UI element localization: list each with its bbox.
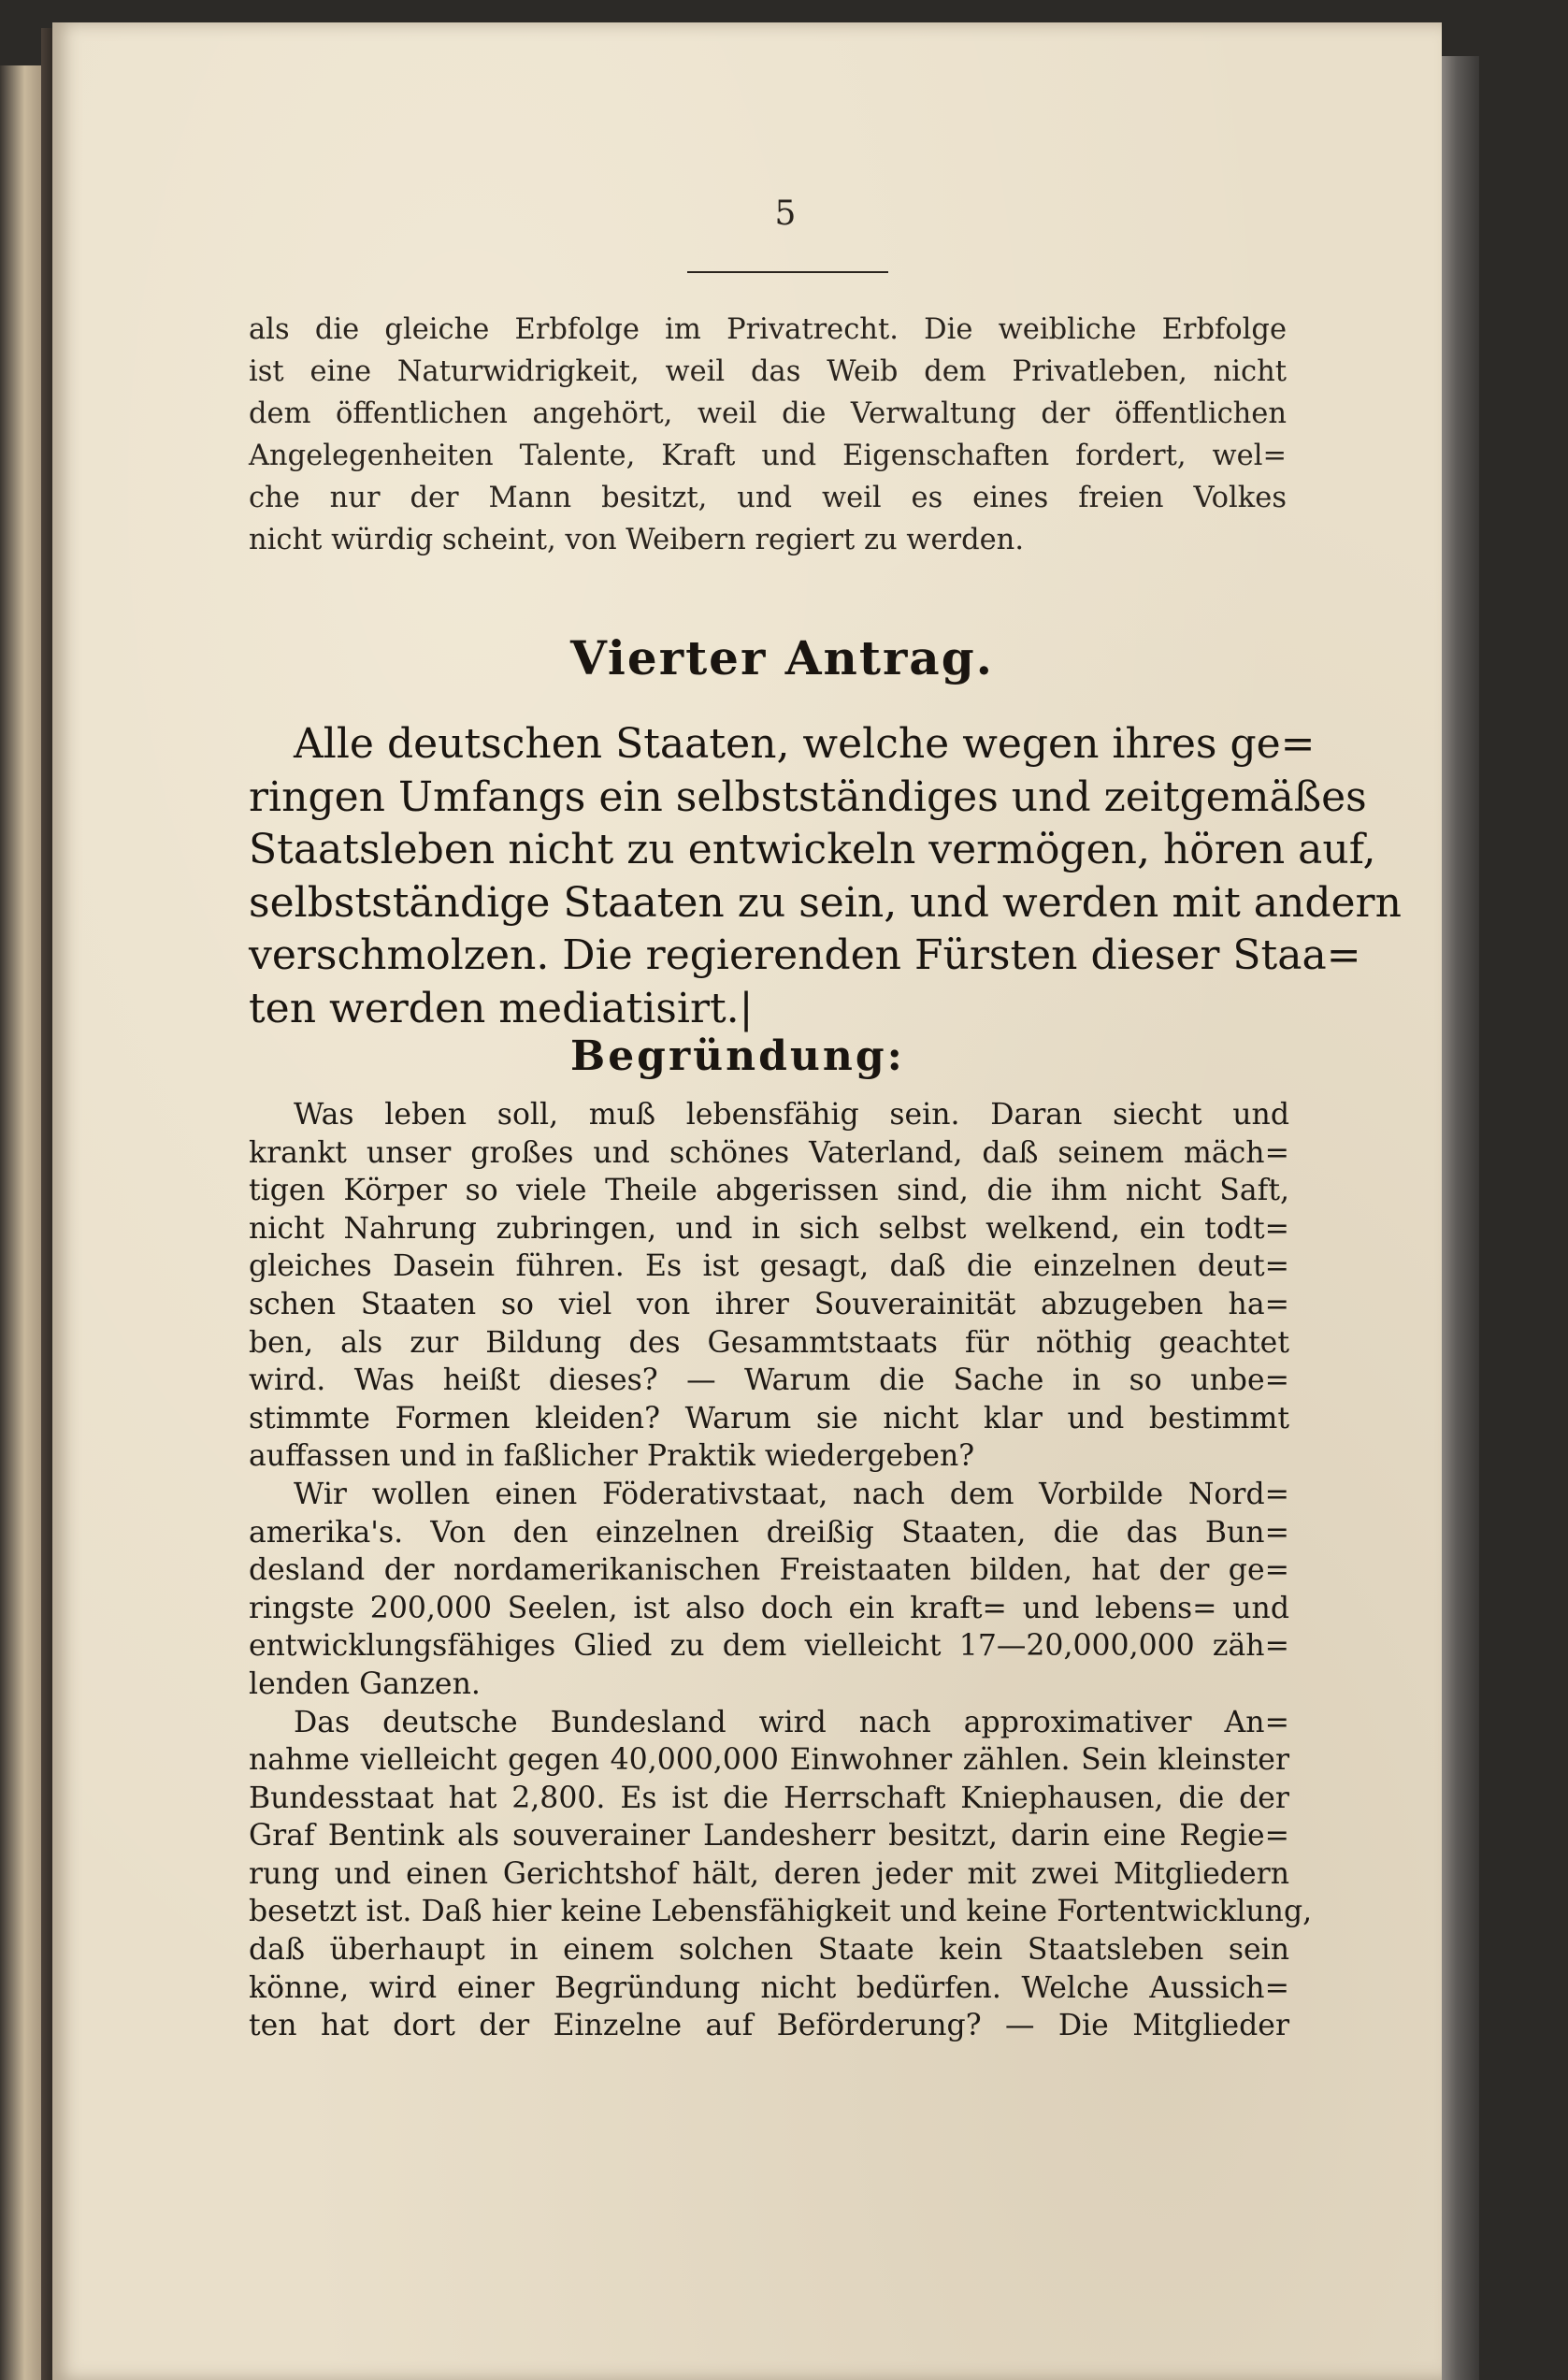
text-line: wird. Was heißt dieses? — Warum die Sache in so unbe= [249,1363,1289,1398]
text-line: desland der nordamerikanischen Freistaaten bilden, hat der ge= [249,1553,1289,1588]
header-rule [687,271,888,273]
text-line: Graf Bentink als souverainer Landesherr besitzt, darin eine Regie= [249,1819,1289,1854]
text-line: Staatsleben nicht zu entwickeln vermögen, hören auf, [249,826,1376,873]
text-line: krankt unser großes und schönes Vaterland, daß seinem mäch= [249,1135,1289,1170]
text-line: che nur der Mann besitzt, und weil es eines freien Volkes [249,482,1287,514]
text-line: nahme vielleicht gegen 40,000,000 Einwohner zählen. Sein kleinster [249,1743,1289,1778]
text-line: Das deutsche Bundesland wird nach approximativer An= [294,1705,1289,1739]
text-line: nicht würdig scheint, von Weibern regiert zu werden. [249,524,1025,556]
text-line: nicht Nahrung zubringen, und in sich selbst welkend, ein todt= [249,1211,1289,1246]
text-line: Alle deutschen Staaten, welche wegen ihres ge= [294,720,1316,768]
text-line: verschmolzen. Die regierenden Fürsten dieser Staa= [249,931,1361,979]
text-line: Angelegenheiten Talente, Kraft und Eigenschaften fordert, wel= [249,440,1287,472]
text-line: ringste 200,000 Seelen, ist also doch ein kraft= und lebens= und [249,1591,1289,1625]
text-line: schen Staaten so viel von ihrer Souverainität abzugeben ha= [249,1287,1289,1321]
text-line: könne, wird einer Begründung nicht bedürfen. Welche Aussich= [249,1970,1289,2005]
text-line: selbstständige Staaten zu sein, und werden mit andern [249,878,1402,927]
section-heading: Vierter Antrag. [570,630,995,685]
text-line: ben, als zur Bildung des Gesammtstaats für nöthig geachtet [249,1325,1289,1360]
text-line: daß überhaupt in einem solchen Staate kein Staatsleben sein [249,1933,1289,1968]
text-line: dem öffentlichen angehört, weil die Verwaltung der öffentlichen [249,397,1287,430]
text-line: Was leben soll, muß lebensfähig sein. Daran siecht und [294,1098,1289,1132]
text-line: ringen Umfangs ein selbstständiges und zeitgemäßes [249,772,1367,821]
text-line: Bundesstaat hat 2,800. Es ist die Herrschaft Kniephausen, die der [249,1781,1289,1815]
page-number: 5 [774,195,797,233]
text-line: amerika's. Von den einzelnen dreißig Staaten, die das Bun= [249,1515,1289,1550]
text-line: ist eine Naturwidrigkeit, weil das Weib dem Privatleben, nicht [249,355,1287,388]
proposal-paragraph [249,718,1402,1035]
book-cover-edge [1442,56,1479,2380]
text-line: entwicklungsfähiges Glied zu dem vielleicht 17—20,000,000 zäh= [249,1629,1289,1664]
text-line: als die gleiche Erbfolge im Privatrecht. Die weibliche Erbfolge [249,313,1287,346]
text-line: tigen Körper so viele Theile abgerissen sind, die ihm nicht Saft, [249,1174,1289,1208]
text-line: lenden Ganzen. [249,1666,481,1701]
text-line: ten werden mediatisirt.| [249,984,754,1032]
reasoning-paragraph [249,1096,1313,2045]
facing-page-edge [0,65,41,2380]
text-line: ten hat dort der Einzelne auf Beförderung? — Die Mitglieder [249,2009,1289,2043]
text-line: stimmte Formen kleiden? Warum sie nicht klar und bestimmt [249,1401,1289,1435]
text-line: Wir wollen einen Föderativstaat, nach dem Vorbilde Nord= [294,1477,1289,1511]
text-line: auffassen und in faßlicher Praktik wiedergeben? [249,1439,975,1474]
text-line: gleiches Dasein führen. Es ist gesagt, daß die einzelnen deut= [249,1249,1289,1284]
intro-paragraph [249,309,1287,561]
text-line: besetzt ist. Daß hier keine Lebensfähigkeit und keine Fortentwicklung, [249,1895,1313,1929]
subheading: Begründung: [570,1032,905,1080]
text-line: rung und einen Gerichtshof hält, deren jeder mit zwei Mitgliedern [249,1856,1289,1891]
